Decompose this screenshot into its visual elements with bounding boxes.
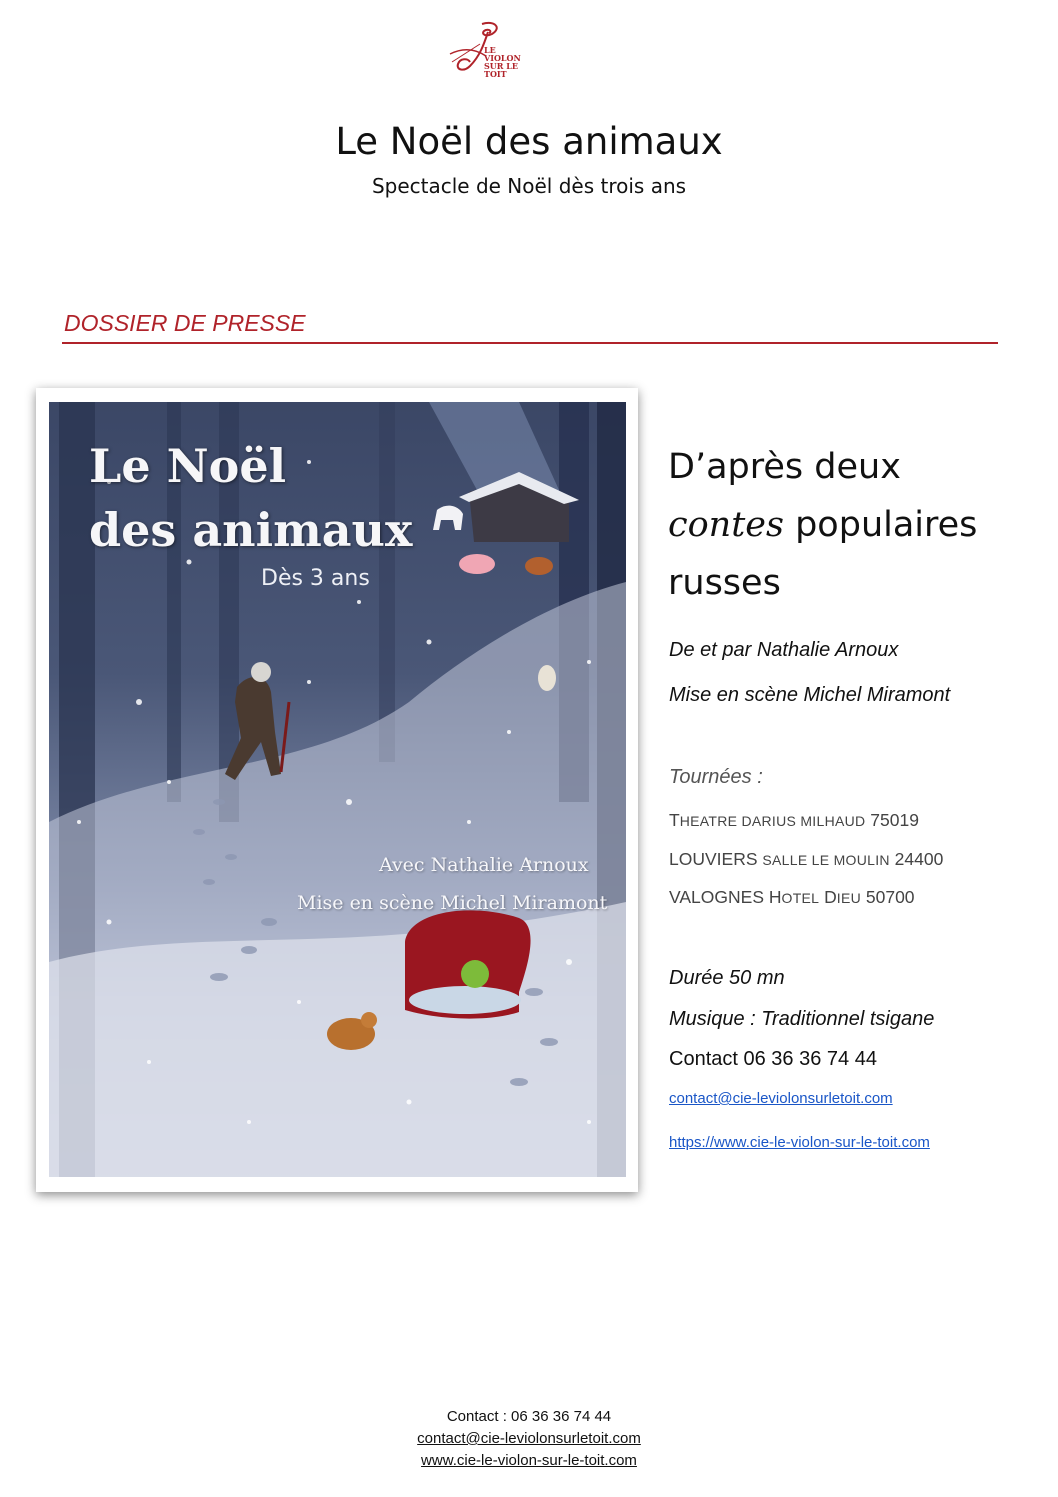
contact-phone: Contact 06 36 36 74 44 xyxy=(669,1048,877,1070)
poster-frame xyxy=(36,388,638,1192)
tour-item: THEATRE DARIUS MILHAUD 75019 xyxy=(669,810,919,830)
duration: Durée 50 mn xyxy=(669,967,785,989)
director-credit: Mise en scène Michel Miramont xyxy=(669,684,951,706)
poster-title-line1: Le Noël xyxy=(89,439,287,493)
section-divider xyxy=(62,342,998,344)
music: Musique : Traditionnel tsigane xyxy=(669,1008,935,1030)
poster-age: Dès 3 ans xyxy=(261,566,370,591)
headline-line2: populaires xyxy=(783,505,978,545)
website-link[interactable]: https://www.cie-le-violon-sur-le-toit.com xyxy=(669,1134,930,1151)
tour-item: LOUVIERS SALLE LE MOULIN 24400 xyxy=(669,849,944,869)
footer-contact: Contact : 06 36 36 74 44 xyxy=(446,1408,612,1425)
headline-line3: russes xyxy=(668,563,781,603)
poster-title xyxy=(89,434,412,562)
headline-emphasis: contes xyxy=(668,505,784,545)
poster-credit-director: Mise en scène Michel Miramont xyxy=(297,892,608,914)
section-heading: DOSSIER DE PRESSE xyxy=(64,310,306,336)
tours-label: Tournées : xyxy=(669,766,763,788)
footer-website-link[interactable]: www.cie-le-violon-sur-le-toit.com xyxy=(421,1452,637,1469)
contact-email-link[interactable]: contact@cie-leviolonsurletoit.com xyxy=(669,1090,893,1107)
author-credit: De et par Nathalie Arnoux xyxy=(669,639,899,661)
poster-image xyxy=(49,402,626,1177)
document-subtitle: Spectacle de Noël dès trois ans xyxy=(371,174,687,198)
poster-title-line2: des animaux xyxy=(89,503,413,557)
headline-line1: D’après deux xyxy=(668,447,901,487)
company-logo xyxy=(440,18,540,78)
footer-email-link[interactable]: contact@cie-leviolonsurletoit.com xyxy=(417,1430,641,1447)
document-title: Le Noël des animaux xyxy=(335,120,723,163)
poster-credit-cast: Avec Nathalie Arnoux xyxy=(379,854,589,876)
tour-item: VALOGNES HOTEL DIEU 50700 xyxy=(669,887,915,907)
logo-text: LE VIOLON SUR LE TOIT xyxy=(484,45,521,79)
headline xyxy=(668,438,1038,612)
